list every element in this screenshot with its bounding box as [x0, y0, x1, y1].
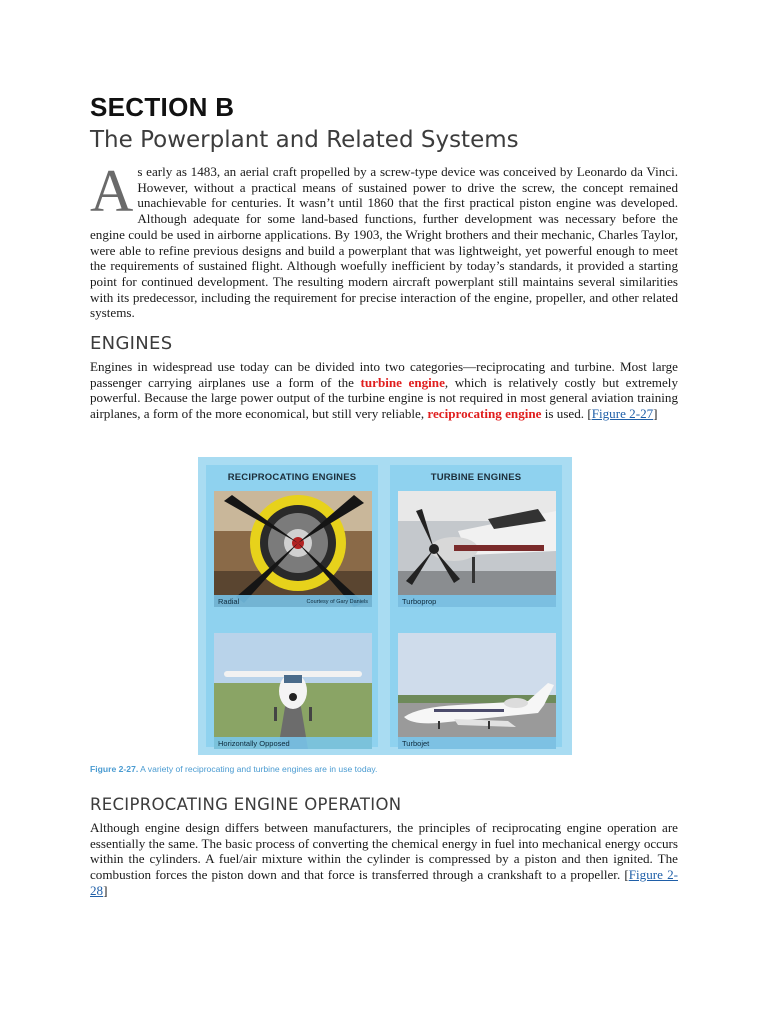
turboprop-photo [398, 491, 556, 607]
operation-heading: RECIPROCATING ENGINE OPERATION [90, 795, 402, 814]
operation-paragraph [90, 820, 678, 899]
figure-2-28-link[interactable]: Figure 2-28 [90, 867, 678, 898]
photo-label-opposed: Horizontally Opposed [218, 739, 290, 748]
section-title: The Powerplant and Related Systems [90, 127, 519, 153]
caption-text: A variety of reciprocating and turbine engines are in use today. [138, 764, 378, 774]
reciprocating-title: RECIPROCATING ENGINES [227, 472, 357, 483]
intro-paragraph [90, 158, 678, 321]
engines-heading: ENGINES [90, 333, 173, 355]
turbine-engine-term: turbine engine [360, 374, 445, 390]
engines-text-4: ] [653, 406, 658, 422]
figure-2-27-link[interactable]: Figure 2-27 [591, 406, 654, 422]
reciprocating-engine-term: reciprocating engine [427, 406, 542, 422]
engines-paragraph [90, 359, 678, 422]
figure-caption [90, 764, 377, 774]
caption-figure-number: Figure 2-27. [90, 764, 139, 774]
engines-text-2: , which is relatively costly but extremely powerful. Because the large power output of the turbine engine is not required in most general aviation training airplanes, a form of the more economical, but still very reliable, [90, 374, 678, 422]
engines-text-1: Engines in widespread use today can be divided into two categories—reciprocating and turbine. Most large passenger carrying airplanes use a form of the [90, 359, 678, 390]
operation-text-2: ] [103, 882, 108, 898]
turbojet-photo [398, 633, 556, 749]
radial-engine-photo [214, 491, 372, 607]
photo-label-radial: Radial [218, 597, 240, 606]
turbine-title: TURBINE ENGINES [430, 472, 522, 483]
drop-cap: A [90, 158, 134, 224]
intro-text: s early as 1483, an aerial craft propelled by a screw-type device was conceived by Leonardo da Vinci. However, without a practical means of sustained power to drive the screw, the concept remained unachievable for centuries. It wasn’t until 1860 that the first practical piston engine was developed. Although adequate for some land-based functions, further development was necessary before the engine could be used in airborne applications. By 1903, the Wright brothers and their mechanic, Charles Taylor, were able to refine previous designs and build a powerplant that was lightweight, yet powerful enough to meet the requirements of sustained flight. Although woefully inefficient by today’s standards, it provided a starting point for continued development. The resulting modern aircraft powerplant still maintains several similarities with its predecessor, including the requirement for precise interaction of the engine, propeller, and other related systems. [90, 164, 678, 321]
page-bottom [90, 784, 678, 899]
page-top [90, 92, 678, 422]
photo-label-turboprop: Turboprop [402, 597, 437, 606]
section-label: SECTION B [90, 92, 235, 122]
engines-text-3: is used. [ [541, 406, 592, 422]
turbine-column [390, 465, 562, 747]
opposed-engine-photo [214, 633, 372, 749]
photo-credit: Courtesy of Gary Daniels [306, 599, 368, 605]
photo-label-turbojet: Turbojet [402, 739, 430, 748]
reciprocating-column [206, 465, 378, 747]
figure-2-27 [198, 457, 572, 755]
operation-text-1: Although engine design differs between manufacturers, the principles of reciprocating engine operation are essentially the same. The basic process of converting the chemical energy in fuel into mechanical energy occurs within the cylinders. A fuel/air mixture within the cylinder is compressed by a piston and then ignited. The combustion forces the piston down and that force is transferred through a crankshaft to a propeller. [ [90, 820, 678, 883]
